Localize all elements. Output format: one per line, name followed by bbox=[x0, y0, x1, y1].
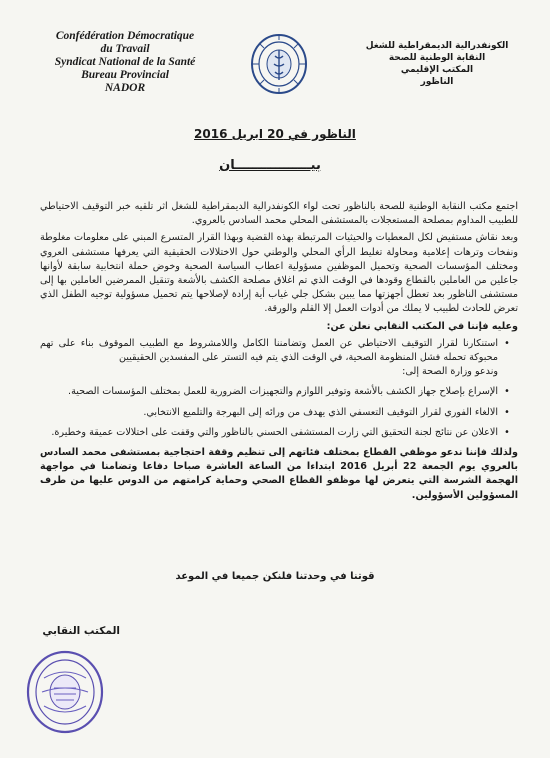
letterhead-line: الناظور bbox=[420, 77, 454, 87]
letterhead-arabic bbox=[352, 40, 522, 88]
paragraph-context: وبعد نقاش مستفيض لكل المعطيات والحيثيات المرتبطة بهذه القضية وبهذا القرار المتسرع المبني على معلومات مغلوطة ونفخات وترهات إعلامية ومحاولة تغليط الرأي المحلي والوطني حول الاختلالات الحقيقية التي يعرفها مستشفى العروي ومختلف المؤسسات الصحية وتحميل الموظفين مسؤولية اعطاب السياسة الصحية وخوض حملة انتخابية سابقة لأوانها جاعلين من العاملين بالقطاع وقودها في الوقت الذي تم اغلاق مصلحة الكشف بالأشعة وتنقيل الممرضين العاملين بها إلى مستشفى الناظور بعد تعطل أجهزتها مما يبين بشكل جلي غياب أية إرادة لإصلاحها يتم تحميل مسؤولية توجيه الطفل الذي تعرض للحادث لطبيب لا يملك من أدوات العمل إلا القلم والورقة. bbox=[40, 232, 518, 315]
demands-list bbox=[40, 337, 518, 440]
closing-slogan: قوتنا في وحدتنا فلنكن جميعا في الموعد bbox=[175, 571, 375, 582]
letterhead-line: Confédération Démocratique bbox=[55, 30, 195, 42]
statement-title: بيـــــــــــــــــان bbox=[219, 158, 321, 173]
letterhead-line: du Travail bbox=[100, 43, 150, 55]
statement-body bbox=[40, 200, 518, 506]
ministry-call: وندعو وزارة الصحة إلى: bbox=[402, 366, 498, 378]
union-logo-emblem bbox=[248, 30, 310, 102]
letterhead-line: Syndicat National de la Santé bbox=[54, 56, 196, 68]
paragraph-intro: اجتمع مكتب النقابة الوطنية للصحة بالناظور تحت لواء الكونفدرالية الديمقراطية للشغل اثر تلقيه خبر التوقيف الاحتياطي للطبيب المداوم بمصلحة المستعجلات بالمستشفى المحلي محمد السادس بالعروي. bbox=[40, 201, 518, 227]
call-rest: دفاعا وتضامنا في مواجهة الهجمة الشرسة التي يتعرض لها موظفو القطاع الصحي وحماية كرامتهم من الدوس عليها من طرف المسؤولين الأسؤولين. bbox=[40, 461, 518, 501]
letterhead-french bbox=[30, 30, 220, 95]
list-item: • الالغاء الفوري لقرار التوقيف التعسفي الذي يهدف من ورائه إلى البهرجة والتلميع الانتخابي. bbox=[40, 406, 498, 420]
list-item: • الإسراع بإصلاح جهاز الكشف بالأشعة وتوفير اللوازم والتجهيزات الضرورية للعمل بمختلف المؤسسات الصحية. bbox=[40, 385, 498, 399]
letterhead-line: NADOR bbox=[104, 82, 146, 94]
paragraph-call-to-action bbox=[40, 446, 518, 503]
call-lead: ولذلك فإننا ندعو موظفي القطاع بمختلف فئاتهم إلى تنظيم وقفة احتجاجية بمستشفى محمد السادس بالعروي يوم الجمعة bbox=[40, 447, 518, 473]
letterhead-line: Bureau Provincial bbox=[81, 69, 169, 81]
list-item: • الاعلان عن نتائج لجنة التحقيق التي زارت المستشفى الحسني بالناظور والتي وقفت على اختلالات عميقة وخطيرة. bbox=[40, 426, 498, 440]
demand-text: استنكارنا لقرار التوقيف الاحتياطي عن العمل وتضامننا الكامل واللامشروط مع الطبيب الموقوف بناء على تهم محبوكة تحمله فشل المنظومة الصحية، في الوقت الذي يتم فيه التستر على المفسدين الحقيقيين bbox=[40, 337, 498, 364]
list-item bbox=[40, 337, 498, 380]
paragraph-announcement: وعليه فإننا في المكتب النقابي نعلن عن: bbox=[326, 320, 518, 332]
dateline: الناظور في 20 ابريل 2016 bbox=[194, 127, 356, 141]
union-stamp bbox=[24, 648, 106, 736]
letterhead-line: النقابة الوطنية للصحة bbox=[388, 53, 486, 63]
call-date: 22 أبريل 2016 ابتداءا من الساعة العاشرة صباحا bbox=[173, 461, 417, 473]
letterhead-line: الكونفدرالية الديمقراطية للشغل bbox=[365, 41, 509, 51]
signature: المكتب النقابي bbox=[42, 625, 120, 637]
letterhead-line: المكتب الإقليمي bbox=[400, 65, 474, 75]
